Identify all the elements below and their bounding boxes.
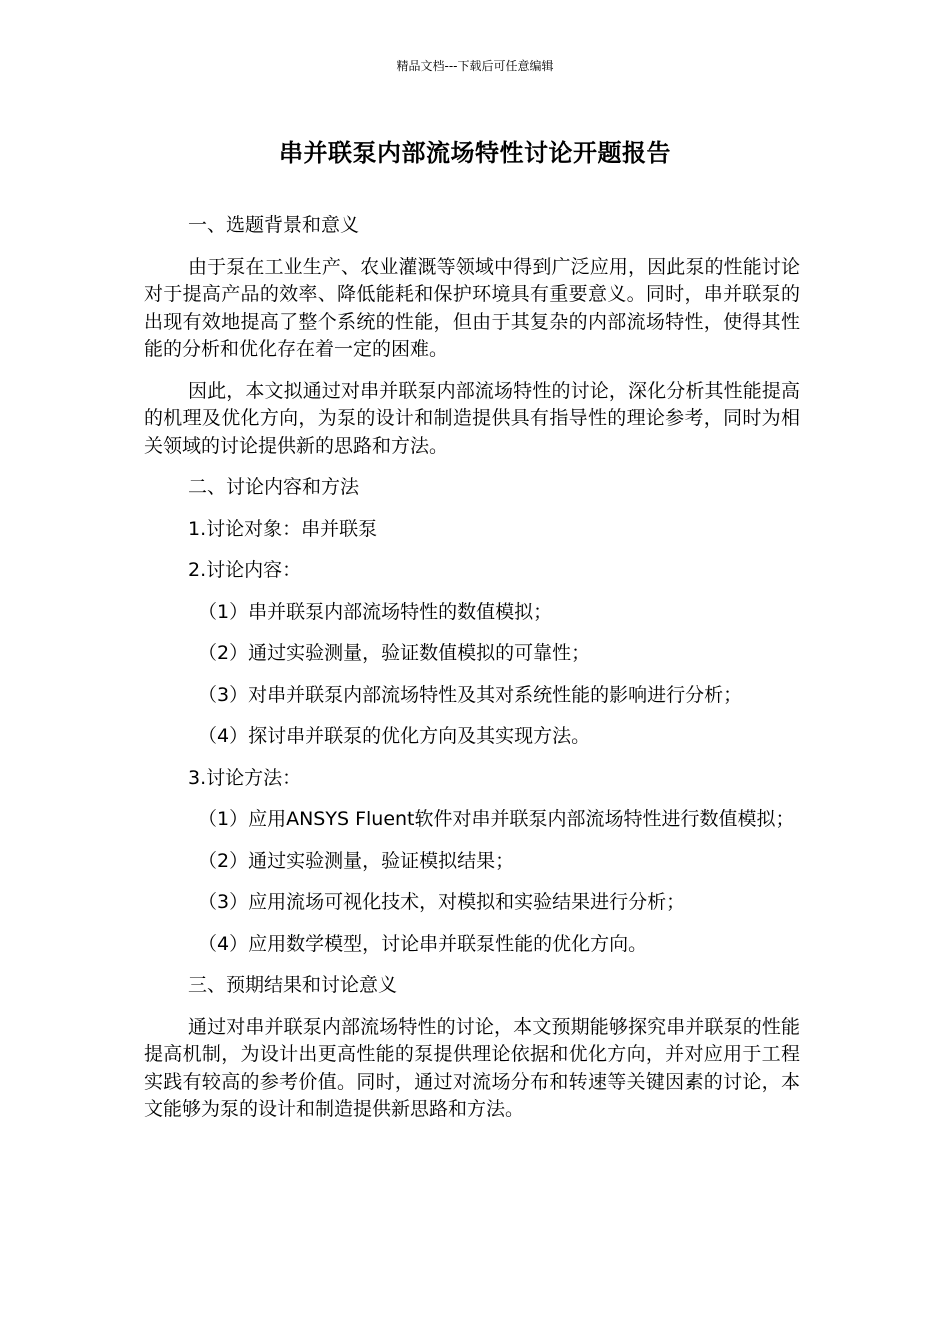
document-title: 串并联泵内部流场特性讨论开题报告: [279, 139, 671, 167]
research-method-item: （4）应用数学模型，讨论串并联泵性能的优化方向。: [198, 932, 648, 955]
research-content-item: （3）对串并联泵内部流场特性及其对系统性能的影响进行分析；: [198, 683, 743, 706]
research-method-item: （3）应用流场可视化技术，对模拟和实验结果进行分析；: [198, 891, 686, 913]
section1-paragraph-2: 因此，本文拟通过对串并联泵内部流场特性的讨论，深化分析其性能提高的机理及优化方向，为泵的设计和制造提供具有指导性的理论参考，同时为相关领域的讨论提供新的思路和方法。: [144, 379, 800, 457]
research-content-item: （1）串并联泵内部流场特性的数值模拟；: [198, 600, 553, 623]
section1-heading: 一、选题背景和意义: [188, 214, 360, 236]
section3-heading: 三、预期结果和讨论意义: [188, 974, 398, 996]
section3-paragraph-1: 通过对串并联泵内部流场特性的讨论，本文预期能够探究串并联泵的性能提高机制，为设计出更高性能的泵提供理论依据和优化方向，并对应用于工程实践有较高的参考价值。同时，通过对流场分布和转速等关键因素的讨论，本文能够为泵的设计和制造提供新思路和方法。: [144, 1015, 800, 1120]
research-method-item: （2）通过实验测量，验证模拟结果；: [198, 849, 515, 872]
research-method-item: （1）应用ANSYS Fluent软件对串并联泵内部流场特性进行数值模拟；: [198, 808, 795, 830]
research-content-item: （4）探讨串并联泵的优化方向及其实现方法。: [198, 725, 591, 747]
page-header: 精品文档---下载后可任意编辑: [396, 59, 554, 73]
document-body: [144, 212, 800, 1138]
section2-heading: 二、讨论内容和方法: [188, 476, 360, 498]
research-object: 1.讨论对象：串并联泵: [188, 517, 378, 540]
section1-paragraph-1: 由于泵在工业生产、农业灌溉等领域中得到广泛应用，因此泵的性能讨论对于提高产品的效率、降低能耗和保护环境具有重要意义。同时，串并联泵的出现有效地提高了整个系统的性能，但由于其复杂的内部流场特性，使得其性能的分析和优化存在着一定的困难。: [144, 255, 800, 360]
research-content-heading: 2.讨论内容：: [188, 559, 302, 581]
research-method-heading: 3.讨论方法：: [188, 766, 302, 789]
research-content-item: （2）通过实验测量，验证数值模拟的可靠性；: [198, 642, 591, 664]
